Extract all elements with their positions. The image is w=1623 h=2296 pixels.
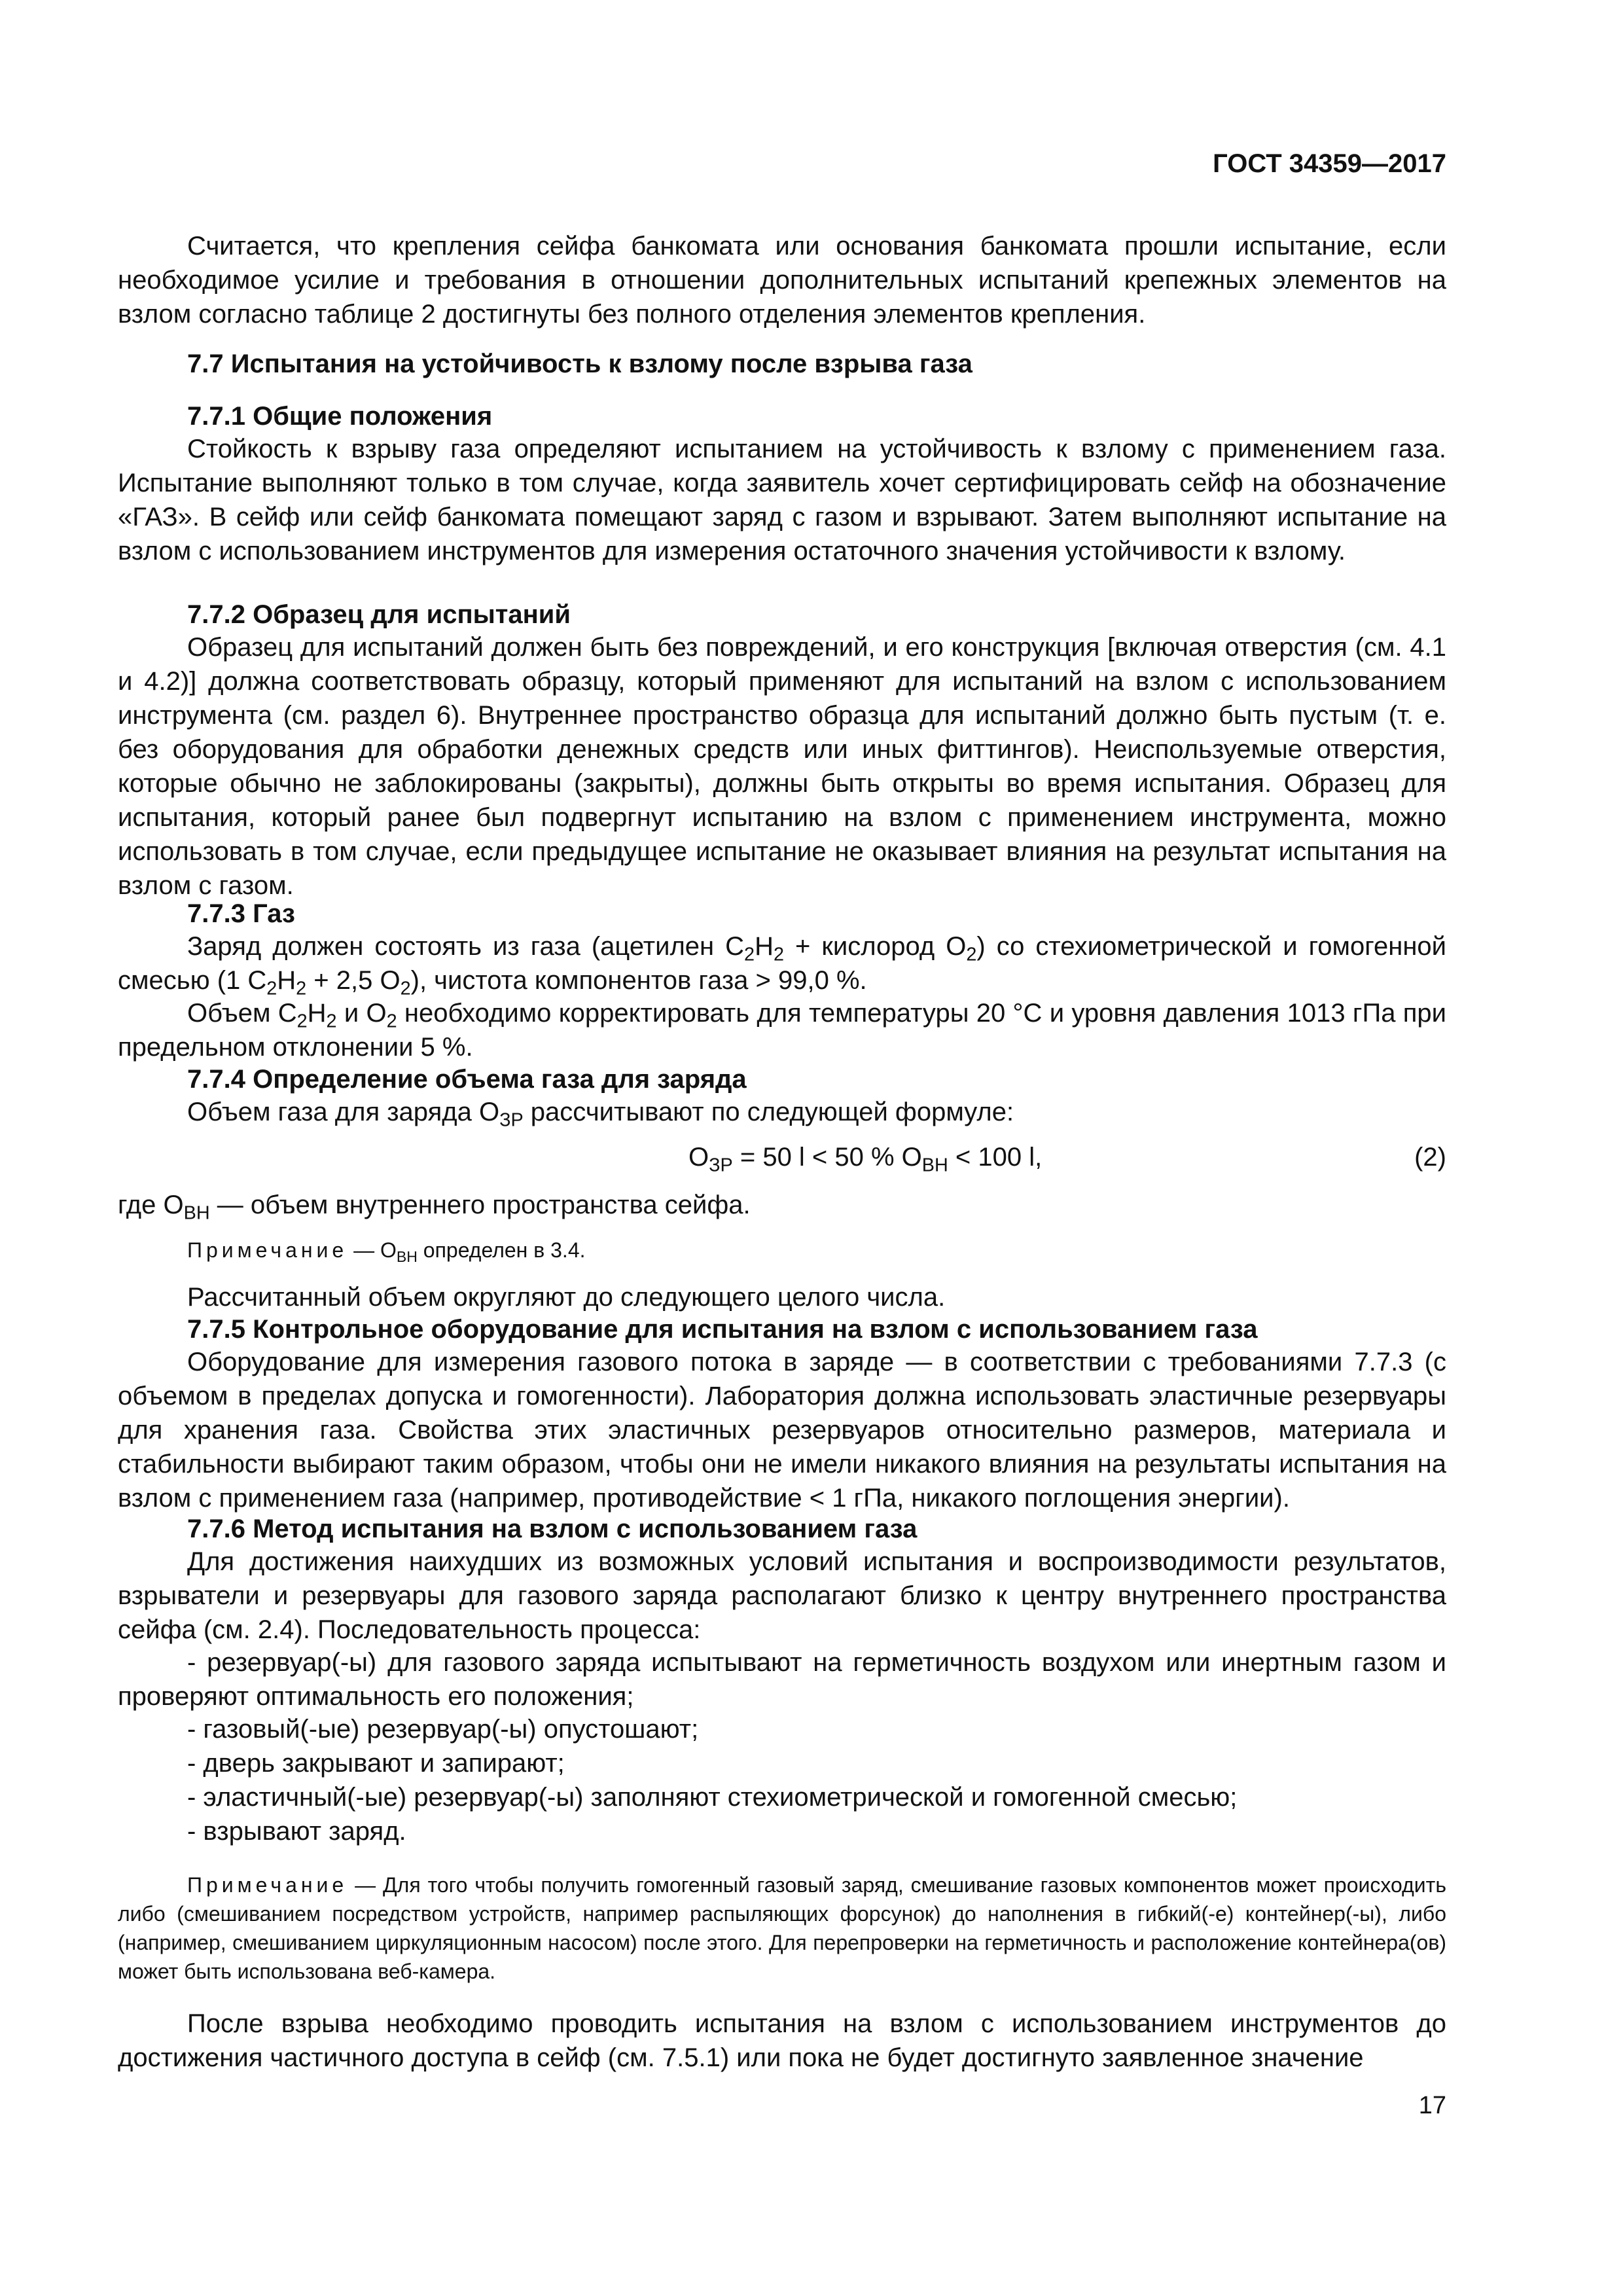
note-label: Примечание xyxy=(187,1238,348,1262)
section-7-7-3-volume-correction: Объем $C_2H_2$ и $O_2$ необходимо корректировать для температуры 20 °C и уровня давления 1013 гПа при предельном отклонении 5 %. xyxy=(118,999,1446,1062)
section-7-7-5-heading: 7.7.5 Контрольное оборудование для испытания на взлом с использованием газа xyxy=(187,1315,1258,1344)
document-designation: ГОСТ 34359—2017 xyxy=(1213,149,1446,178)
section-7-7-3-gas-composition: Заряд должен состоять из газа (ацетилен $C_2H_2$ + кислород $O_2$) со стехиометрической и гомогенной смесью (1 $C_2H_2 + 2,5$ $O_2$), чистота компонентов газа > 99,0 %. xyxy=(118,932,1447,999)
section-7-7-4-heading: 7.7.4 Определение объема газа для заряда xyxy=(187,1065,747,1094)
procedure-step-3: - дверь закрывают и запирают; xyxy=(187,1749,565,1778)
section-7-7-4-lead: Объем газа для заряда $O_{ЗР}$ рассчитывают по следующей формуле: xyxy=(187,1098,1014,1131)
note-label: Примечание xyxy=(187,1873,348,1897)
formula-expression: $O_{ЗР} = 50$ l < 50 % $O_{ВН} < 100$ l, xyxy=(688,1143,1043,1176)
section-7-7-3-heading: 7.7.3 Газ xyxy=(187,899,295,928)
section-7-7-5-text: Оборудование для измерения газового потока в заряде — в соответствии с требованиями 7.7.3 (с объемом в пределах допуска и гомогенности). Лаборатория должна использовать эластичные резервуары для хранения газа. Свойства этих эластичных резервуаров относительно размеров, материала и стабильности выбирают таким образом, чтобы они не имели никакого влияния на результаты испытания на взлом с применением газа (например, противодействие < 1 гПа, никакого поглощения энергии). xyxy=(118,1348,1446,1513)
procedure-step-4: - эластичный(-ые) резервуар(-ы) заполняют стехиометрической и гомогенной смесью; xyxy=(187,1783,1238,1812)
formula-where-clause: где $O_{ВН}$ — объем внутреннего пространства сейфа. xyxy=(118,1191,751,1224)
page-number: 17 xyxy=(1418,2092,1446,2119)
section-7-7-1-heading: 7.7.1 Общие положения xyxy=(187,402,493,431)
section-7-7-2-heading: 7.7.2 Образец для испытаний xyxy=(187,600,571,629)
rounding-rule: Рассчитанный объем округляют до следующего целого числа. xyxy=(187,1283,946,1312)
procedure-step-1: - резервуар(-ы) для газового заряда испытывают на герметичность воздухом или инертным газом и проверяют оптимальность его положения; xyxy=(118,1648,1446,1711)
formula-number: (2) xyxy=(1414,1143,1446,1172)
procedure-step-5: - взрывают заряд. xyxy=(187,1817,406,1846)
final-paragraph: После взрыва необходимо проводить испытания на взлом с использованием инструментов до достижения частичного доступа в сейф (см. 7.5.1) или пока не будет достигнуто заявленное значение xyxy=(118,2009,1446,2072)
intro-paragraph: Считается, что крепления сейфа банкомата или основания банкомата прошли испытание, если необходимое усилие и требования в отношении дополнительных испытаний крепежных элементов на взлом согласно таблице 2 достигнуты без полного отделения элементов крепления. xyxy=(118,232,1446,329)
procedure-step-2: - газовый(-ые) резервуар(-ы) опустошают; xyxy=(187,1715,699,1744)
section-7-7-1-text: Стойкость к взрыву газа определяют испытанием на устойчивость к взлому с применением газа. Испытание выполняют только в том случае, когда заявитель хочет сертифицировать сейф на обозначение «ГАЗ». В сейф или сейф банкомата помещают заряд с газом и взрывают. Затем выполняют испытание на взлом с использованием инструментов для измерения остаточного значения устойчивости к взлому. xyxy=(118,435,1446,565)
section-7-7-2-text: Образец для испытаний должен быть без повреждений, и его конструкция [включая отверстия (см. 4.1 и 4.2)] должна соответствовать образцу, который применяют для испытаний на взлом с использованием инструмента (см. раздел 6). Внутреннее пространство образца для испытаний должно быть пустым (т. е. без оборудования для обработки денежных средств или иных фиттингов). Неиспользуемые отверстия, которые обычно не заблокированы (закрыты), должны быть открыты во время испытания. Образец для испытания, который ранее был подвергнут испытанию на взлом с применением инструмента, можно использовать в том случае, если предыдущее испытание не оказывает влияния на результат испытания на взлом с газом. xyxy=(118,633,1446,900)
note-7-7-4: Примечание — $O_{ВН}$ определен в 3.4. xyxy=(187,1238,586,1265)
section-7-7-heading: 7.7 Испытания на устойчивость к взлому после взрыва газа xyxy=(187,350,972,378)
note-7-7-6: Примечание — Для того чтобы получить гомогенный газовый заряд, смешивание газовых компонентов может происходить либо (смешиванием посредством устройств, например распыляющих форсунок) до наполнения в гибкий(-е) контейнер(-ы), либо (например, смешиванием циркуляционным насосом) после этого. Для перепроверки на герметичность и расположение контейнера(ов) может быть использована веб-камера. xyxy=(118,1873,1446,1983)
formula-2 xyxy=(118,1138,1446,1177)
section-7-7-6-heading: 7.7.6 Метод испытания на взлом с использованием газа xyxy=(187,1515,918,1543)
section-7-7-6-text: Для достижения наихудших из возможных условий испытания и воспроизводимости результатов, взрыватели и резервуары для газового заряда располагают близко к центру внутреннего пространства сейфа (см. 2.4). Последовательность процесса: xyxy=(118,1547,1446,1644)
